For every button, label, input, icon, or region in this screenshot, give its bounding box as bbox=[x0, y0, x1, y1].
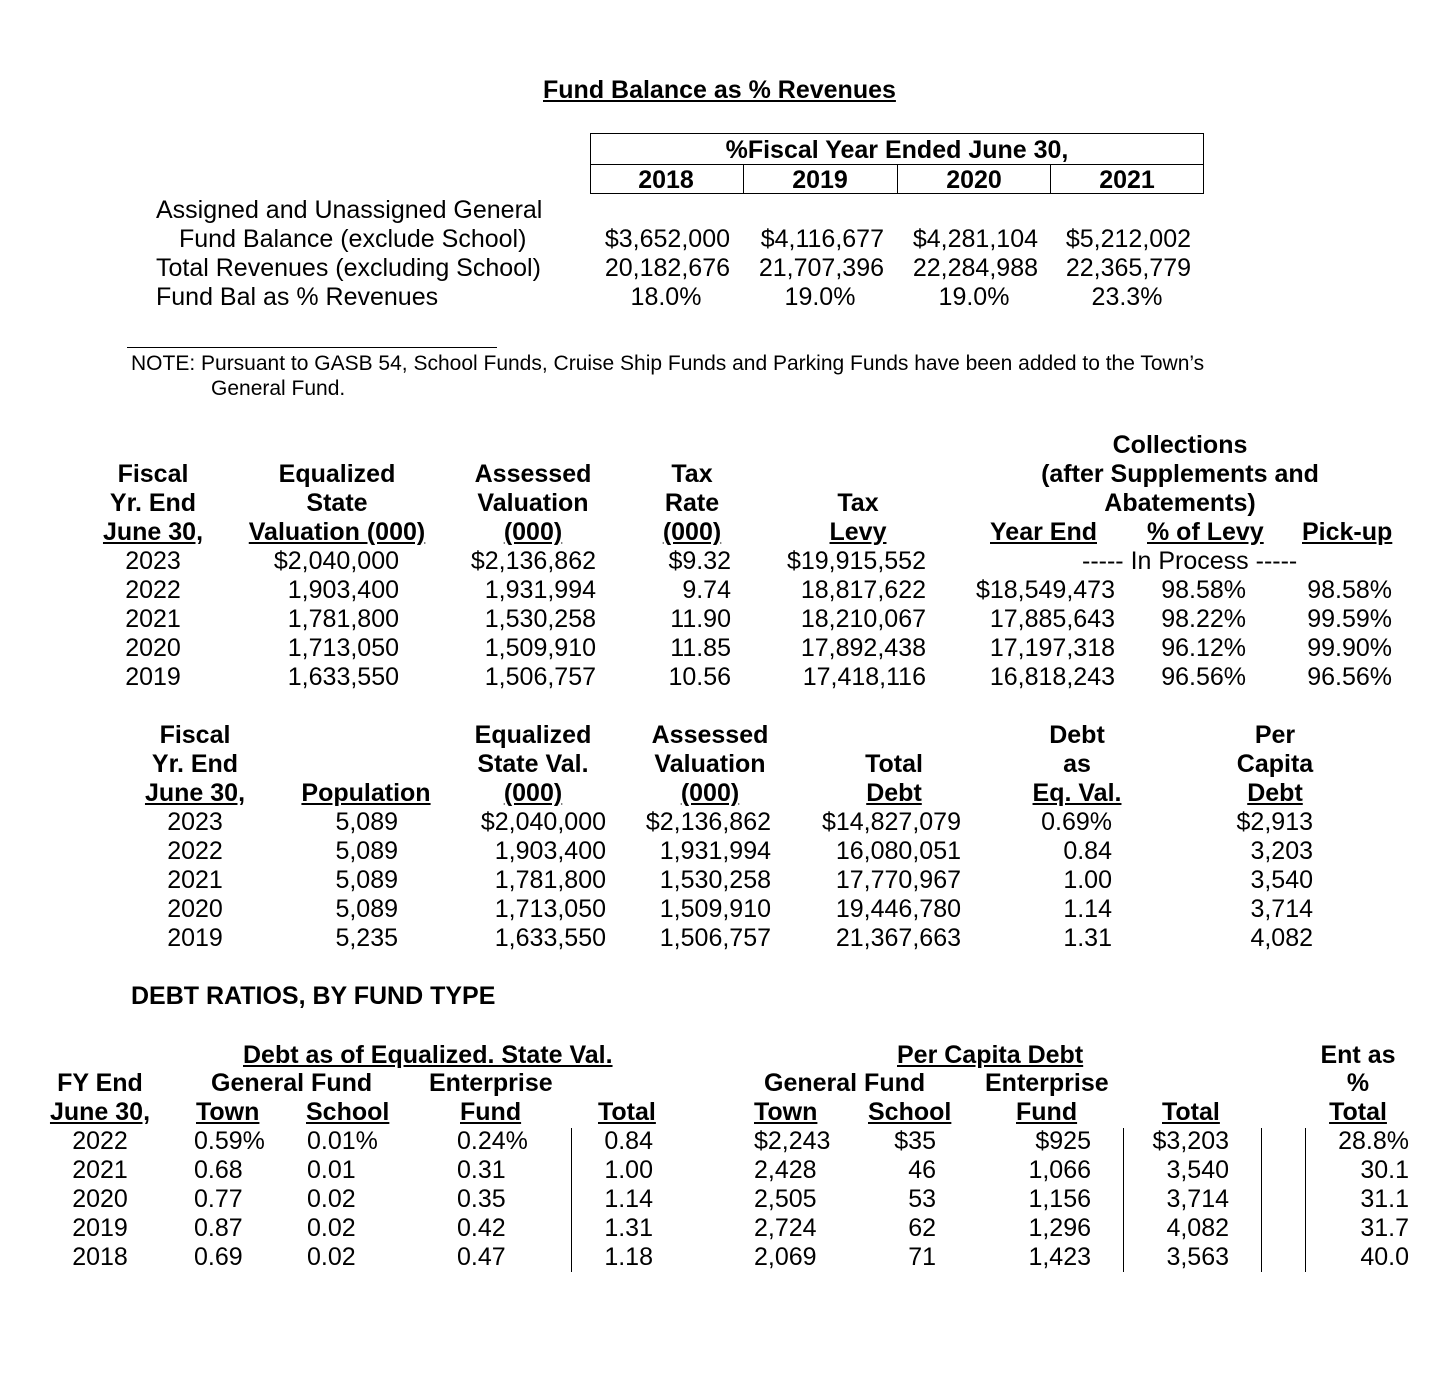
total-h: Total bbox=[598, 1098, 656, 1126]
vt-collections-h3: Abatements) bbox=[1104, 489, 1256, 517]
vt-equalized-h2: State bbox=[306, 489, 368, 517]
ent-as-h2: % bbox=[1346, 1069, 1370, 1097]
table-cell: 3,714 bbox=[1250, 895, 1313, 923]
table-cell: 1,713,050 bbox=[494, 895, 606, 923]
table-cell: 17,885,643 bbox=[989, 605, 1115, 633]
dt-percap-h1: Per bbox=[1254, 721, 1296, 749]
vt-taxrate-h1: Tax bbox=[671, 460, 713, 488]
vt-taxrate-h2: Rate bbox=[664, 489, 720, 517]
vt-pctlevy-h: % of Levy bbox=[1147, 518, 1264, 546]
table-cell: 1,931,994 bbox=[659, 837, 771, 865]
table-cell: 0.47 bbox=[457, 1243, 506, 1271]
table-cell: 31.7 bbox=[1360, 1214, 1409, 1242]
table-cell: 0.02 bbox=[307, 1214, 356, 1242]
note-divider bbox=[127, 347, 497, 348]
vt-equalized-h3: Valuation (000) bbox=[248, 518, 426, 546]
table-cell: 0.02 bbox=[307, 1243, 356, 1271]
table-cell: 1.00 bbox=[604, 1156, 653, 1184]
table-cell: 0.31 bbox=[457, 1156, 506, 1184]
table-cell: 1.00 bbox=[1063, 866, 1112, 894]
table-cell: 98.58% bbox=[1307, 576, 1392, 604]
table-cell: 1,296 bbox=[1028, 1214, 1091, 1242]
table-cell: 1.31 bbox=[1063, 924, 1112, 952]
vt-assessed-h1: Assessed bbox=[474, 460, 592, 488]
table-cell: 1,506,757 bbox=[484, 663, 596, 691]
table-cell: 1.14 bbox=[604, 1185, 653, 1213]
table-cell: $2,913 bbox=[1236, 808, 1313, 836]
fund-balance-value: $3,652,000 bbox=[604, 225, 730, 253]
table-cell: 0.84 bbox=[1063, 837, 1112, 865]
vt-levy-h1: Tax bbox=[837, 489, 879, 517]
table-cell: 62 bbox=[908, 1214, 936, 1242]
table-cell: 1,713,050 bbox=[287, 634, 399, 662]
table-cell: $2,243 bbox=[754, 1127, 831, 1155]
table-cell: 2,724 bbox=[754, 1214, 817, 1242]
vt-fiscal-h2: Yr. End bbox=[109, 489, 197, 517]
table-cell: 1,509,910 bbox=[484, 634, 596, 662]
table-cell: 17,892,438 bbox=[800, 634, 926, 662]
pct-value: 23.3% bbox=[1091, 283, 1163, 311]
column-divider bbox=[1261, 1128, 1262, 1272]
table-cell: 28.8% bbox=[1338, 1127, 1409, 1155]
table-cell: 96.56% bbox=[1161, 663, 1246, 691]
table-cell: 1,066 bbox=[1028, 1156, 1091, 1184]
table-cell: 2021 bbox=[125, 605, 181, 633]
table-cell: $3,203 bbox=[1152, 1127, 1229, 1155]
table-cell: 1.14 bbox=[1063, 895, 1112, 923]
table-cell: 46 bbox=[908, 1156, 936, 1184]
enterprise-h: Enterprise bbox=[429, 1069, 553, 1097]
table-cell: 3,540 bbox=[1250, 866, 1313, 894]
table-cell: 96.56% bbox=[1307, 663, 1392, 691]
pct-value: 19.0% bbox=[938, 283, 1010, 311]
table-cell: 1,781,800 bbox=[494, 866, 606, 894]
table-cell: 3,540 bbox=[1166, 1156, 1229, 1184]
table-cell: 2023 bbox=[125, 547, 181, 575]
table-cell: 2018 bbox=[72, 1243, 128, 1271]
table-cell: 1,530,258 bbox=[484, 605, 596, 633]
year-2021: 2021 bbox=[1099, 166, 1155, 194]
dt-percap-h2: Capita bbox=[1236, 750, 1314, 778]
table-cell: 5,235 bbox=[335, 924, 398, 952]
table-cell: 99.59% bbox=[1307, 605, 1392, 633]
table-cell: 17,770,967 bbox=[835, 866, 961, 894]
column-divider bbox=[571, 1128, 572, 1272]
table-cell: 0.69 bbox=[194, 1243, 243, 1271]
column-divider bbox=[1123, 1128, 1124, 1272]
table-cell: 1,506,757 bbox=[659, 924, 771, 952]
town-h: Town bbox=[196, 1098, 260, 1126]
group2-title: Per Capita Debt bbox=[897, 1041, 1084, 1069]
dt-assessed-h2: Valuation bbox=[654, 750, 766, 778]
table-cell: 1,633,550 bbox=[494, 924, 606, 952]
table-cell: 4,082 bbox=[1250, 924, 1313, 952]
table-cell: 2,428 bbox=[754, 1156, 817, 1184]
table-cell: 10.56 bbox=[668, 663, 731, 691]
table-cell: 1,903,400 bbox=[287, 576, 399, 604]
table-cell: 98.58% bbox=[1161, 576, 1246, 604]
table-cell: 31.1 bbox=[1360, 1185, 1409, 1213]
table-cell: 2020 bbox=[125, 634, 181, 662]
town-h2: Town bbox=[754, 1098, 818, 1126]
table-cell: 2019 bbox=[167, 924, 223, 952]
table-cell: $35 bbox=[894, 1127, 936, 1155]
table-cell: 21,367,663 bbox=[835, 924, 961, 952]
table-cell: 2023 bbox=[167, 808, 223, 836]
year-2020: 2020 bbox=[946, 166, 1002, 194]
dt-debteq-h2: as bbox=[1063, 750, 1091, 778]
table-cell: 1,156 bbox=[1028, 1185, 1091, 1213]
table-cell: 98.22% bbox=[1161, 605, 1246, 633]
table-cell: 2021 bbox=[72, 1156, 128, 1184]
table-cell: 5,089 bbox=[335, 895, 398, 923]
table-cell: 1,931,994 bbox=[484, 576, 596, 604]
vt-taxrate-h3: (000) bbox=[662, 518, 722, 546]
table-cell: 0.59% bbox=[194, 1127, 265, 1155]
dt-totaldebt-h1: Total bbox=[865, 750, 923, 778]
ratios-title: DEBT RATIOS, BY FUND TYPE bbox=[131, 982, 496, 1010]
table-cell: 1.18 bbox=[604, 1243, 653, 1271]
table-cell: 2019 bbox=[125, 663, 181, 691]
vt-yearend-h: Year End bbox=[990, 518, 1097, 546]
dt-fiscal-h1: Fiscal bbox=[159, 721, 231, 749]
table-cell: 0.84 bbox=[604, 1127, 653, 1155]
general-fund-h: General Fund bbox=[211, 1069, 373, 1097]
dt-fiscal-h3: June 30, bbox=[144, 779, 246, 807]
row-label: Assigned and Unassigned General bbox=[156, 196, 543, 224]
table-cell: 99.90% bbox=[1307, 634, 1392, 662]
table-cell: 3,563 bbox=[1166, 1243, 1229, 1271]
table-cell: 0.77 bbox=[194, 1185, 243, 1213]
table-cell: 2020 bbox=[72, 1185, 128, 1213]
dt-assessed-h1: Assessed bbox=[651, 721, 769, 749]
year-2019: 2019 bbox=[792, 166, 848, 194]
table-cell: 2020 bbox=[167, 895, 223, 923]
table-cell: 3,714 bbox=[1166, 1185, 1229, 1213]
table-cell: 71 bbox=[908, 1243, 936, 1271]
table-cell: 0.42 bbox=[457, 1214, 506, 1242]
table-cell: 2022 bbox=[125, 576, 181, 604]
table-cell: 2022 bbox=[167, 837, 223, 865]
table-cell: $14,827,079 bbox=[821, 808, 961, 836]
table-cell: 5,089 bbox=[335, 837, 398, 865]
total-revenue-value: 22,365,779 bbox=[1065, 254, 1191, 282]
table-cell: 1.31 bbox=[604, 1214, 653, 1242]
pct-value: 18.0% bbox=[630, 283, 702, 311]
table-cell: 1,781,800 bbox=[287, 605, 399, 633]
table-cell: 2021 bbox=[167, 866, 223, 894]
table-cell: 3,203 bbox=[1250, 837, 1313, 865]
group1-title: Debt as of Equalized. State Val. bbox=[243, 1041, 613, 1069]
table-cell: $925 bbox=[1035, 1127, 1091, 1155]
table-cell: $2,040,000 bbox=[480, 808, 606, 836]
fiscal-year-header: %Fiscal Year Ended June 30, bbox=[725, 136, 1069, 164]
table-cell: 18,210,067 bbox=[800, 605, 926, 633]
dt-percap-h3: Debt bbox=[1247, 779, 1303, 807]
total-h2: Total bbox=[1162, 1098, 1220, 1126]
fund-h2: Fund bbox=[1016, 1098, 1078, 1126]
table-cell: 11.85 bbox=[670, 634, 731, 662]
row-label: Fund Balance (exclude School) bbox=[179, 225, 527, 253]
table-cell: 0.35 bbox=[457, 1185, 506, 1213]
table-cell: 1,633,550 bbox=[287, 663, 399, 691]
table-cell: 53 bbox=[908, 1185, 936, 1213]
table-cell: 96.12% bbox=[1161, 634, 1246, 662]
dt-debteq-h3: Eq. Val. bbox=[1032, 779, 1122, 807]
ent-as-h1: Ent as bbox=[1320, 1041, 1396, 1069]
table-cell: 2,505 bbox=[754, 1185, 817, 1213]
table-cell: 30.1 bbox=[1360, 1156, 1409, 1184]
dt-equalized-h1: Equalized bbox=[474, 721, 592, 749]
table-cell: 0.02 bbox=[307, 1185, 356, 1213]
total-revenue-value: 21,707,396 bbox=[758, 254, 884, 282]
vt-levy-h2: Levy bbox=[829, 518, 887, 546]
dt-fiscal-h2: Yr. End bbox=[151, 750, 239, 778]
table-cell: 0.87 bbox=[194, 1214, 243, 1242]
total-revenue-value: 22,284,988 bbox=[912, 254, 1038, 282]
in-process-text: ----- In Process ----- bbox=[1082, 547, 1298, 575]
dt-population-h: Population bbox=[301, 779, 431, 807]
vt-pickup-h: Pick-up bbox=[1302, 518, 1393, 546]
vt-fiscal-h1: Fiscal bbox=[117, 460, 189, 488]
table-cell: 0.69% bbox=[1041, 808, 1112, 836]
dt-equalized-h2: State Val. bbox=[477, 750, 589, 778]
table-cell: 2022 bbox=[72, 1127, 128, 1155]
vt-fiscal-h3: June 30, bbox=[102, 518, 204, 546]
dt-assessed-h3: (000) bbox=[680, 779, 740, 807]
fund-balance-value: $4,281,104 bbox=[912, 225, 1038, 253]
note-line-2: General Fund. bbox=[211, 377, 346, 400]
row-label: Fund Bal as % Revenues bbox=[156, 283, 439, 311]
table-cell: $2,136,862 bbox=[645, 808, 771, 836]
table-cell: $9.32 bbox=[668, 547, 731, 575]
row-label: Total Revenues (excluding School) bbox=[156, 254, 541, 282]
column-divider bbox=[1305, 1128, 1306, 1272]
year-2018: 2018 bbox=[638, 166, 694, 194]
table-cell: 4,082 bbox=[1166, 1214, 1229, 1242]
dt-debteq-h1: Debt bbox=[1049, 721, 1105, 749]
vt-equalized-h1: Equalized bbox=[278, 460, 396, 488]
table-cell: 5,089 bbox=[335, 808, 398, 836]
fy-end-h2: June 30, bbox=[49, 1098, 151, 1126]
fy-end-h1: FY End bbox=[57, 1069, 143, 1097]
table-cell: 0.68 bbox=[194, 1156, 243, 1184]
fund-balance-value: $4,116,677 bbox=[760, 225, 884, 253]
table-cell: 9.74 bbox=[682, 576, 731, 604]
table-cell: 1,903,400 bbox=[494, 837, 606, 865]
table-cell: $18,549,473 bbox=[975, 576, 1115, 604]
vt-assessed-h3: (000) bbox=[503, 518, 563, 546]
table-cell: $2,040,000 bbox=[273, 547, 399, 575]
note-line-1: NOTE: Pursuant to GASB 54, School Funds, Cruise Ship Funds and Parking Funds have been added to the Town’s bbox=[131, 352, 1205, 375]
fund-h: Fund bbox=[460, 1098, 522, 1126]
school-h: School bbox=[306, 1098, 390, 1126]
table-cell: 2019 bbox=[72, 1214, 128, 1242]
table-cell: 19,446,780 bbox=[835, 895, 961, 923]
school-h2: School bbox=[868, 1098, 952, 1126]
table-cell: 11.90 bbox=[670, 605, 731, 633]
table-cell: 0.24% bbox=[457, 1127, 528, 1155]
total-revenue-value: 20,182,676 bbox=[604, 254, 730, 282]
pct-value: 19.0% bbox=[784, 283, 856, 311]
dt-equalized-h3: (000) bbox=[503, 779, 563, 807]
table-cell: 16,818,243 bbox=[989, 663, 1115, 691]
table-cell: 17,197,318 bbox=[989, 634, 1115, 662]
table-cell: $19,915,552 bbox=[786, 547, 926, 575]
vt-collections-h1: Collections bbox=[1112, 431, 1248, 459]
table-cell: 5,089 bbox=[335, 866, 398, 894]
fund-balance-value: $5,212,002 bbox=[1065, 225, 1191, 253]
ent-as-h3: Total bbox=[1329, 1098, 1387, 1126]
enterprise-h2: Enterprise bbox=[985, 1069, 1109, 1097]
vt-collections-h2: (after Supplements and bbox=[1041, 460, 1319, 488]
table-cell: 1,530,258 bbox=[659, 866, 771, 894]
table-cell: 16,080,051 bbox=[835, 837, 961, 865]
table-cell: 1,509,910 bbox=[659, 895, 771, 923]
table-cell: 17,418,116 bbox=[802, 663, 926, 691]
table-cell: 40.0 bbox=[1360, 1243, 1409, 1271]
table-cell: 1,423 bbox=[1028, 1243, 1091, 1271]
dt-totaldebt-h2: Debt bbox=[866, 779, 922, 807]
general-fund-h2: General Fund bbox=[764, 1069, 926, 1097]
table-cell: 2,069 bbox=[754, 1243, 817, 1271]
fund-balance-title: Fund Balance as % Revenues bbox=[543, 76, 896, 104]
table-cell: 18,817,622 bbox=[800, 576, 926, 604]
table-cell: $2,136,862 bbox=[470, 547, 596, 575]
table-cell: 0.01% bbox=[307, 1127, 378, 1155]
vt-assessed-h2: Valuation bbox=[477, 489, 589, 517]
table-cell: 0.01 bbox=[307, 1156, 356, 1184]
